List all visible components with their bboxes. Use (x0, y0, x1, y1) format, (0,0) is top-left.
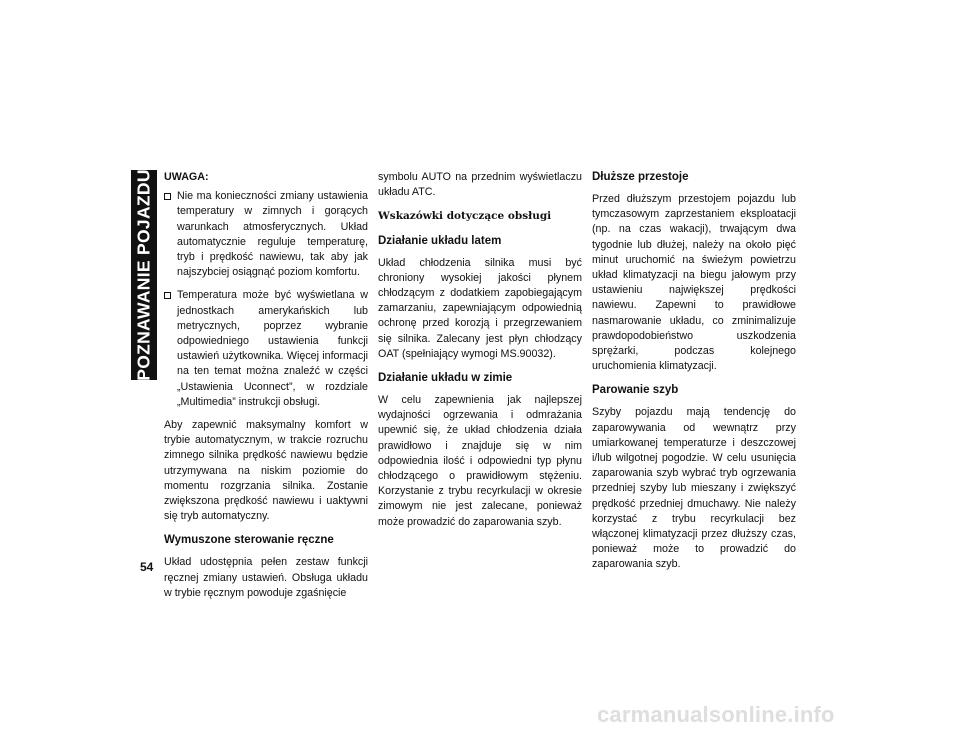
square-bullet-icon (164, 193, 171, 200)
note-label: UWAGA: (164, 171, 209, 183)
watermark: carmanualsonline.info (597, 702, 835, 727)
note-bullet-text: Temperatura może być wyświetlana w jednostkach amerykańskich lub metrycznych, poprzez wybranie odpowiedniego ustawienia funkcji ustawień użytkownika. Więcej informacji na ten temat można znaleźć w części „Ustawienia Uconnect”, w rozdziale „Multimedia” instrukcji obsługi. (177, 289, 368, 408)
column-middle (378, 170, 582, 537)
section-heading: Dłuższe przestoje (592, 171, 689, 183)
paragraph: Szyby pojazdu mają tendencję do zaparowywania od wewnątrz przy umiarkowanej temperaturze i deszczowej i/lub wilgotnej pogodzie. W celu usunięcia zaparowania szyb wybrać tryb ogrzewania przedniej szyby lub mieszany i zwiększyć prędkość przedniej dmuchawy. Nie należy korzystać z trybu recyrkulacji bez włączonej klimatyzacji przez dłuższy czas, ponieważ może to prowadzić do zaparowania szyb. (592, 406, 796, 571)
note-bullet (164, 288, 368, 410)
section-heading: Działanie układu latem (378, 234, 502, 247)
section-heading-tips: Wskazówki dotyczące obsługi (378, 210, 552, 223)
paragraph: Przed dłuższym przestojem pojazdu lub tymczasowym zaprzestaniem eksploatacji (np. na czas wakacji), trwającym dwa tygodnie lub dłużej, należy na około pięć minut uruchomić na świeżym powietrzu układ klimatyzacji na biegu jałowym przy ustawieniu największej prędkości nawiewu. Zapewni to prawidłowe nasmarowanie układu, co zminimalizuje prawdopodobieństwo uszkodzenia sprężarki, podczas kolejnego uruchomienia klimatyzacji. (592, 193, 796, 373)
paragraph: Układ udostępnia pełen zestaw funkcji ręcznej zmiany ustawień. Obsługa układu w trybie ręcznym powoduje zgaśnięcie (164, 556, 368, 599)
paragraph: Aby zapewnić maksymalny komfort w trybie automatycznym, w trakcie rozruchu zimnego silnika prędkość nawiewu będzie utrzymywana na niskim poziomie do momentu rozgrzania silnika. Zostanie zwiększona prędkość nawiewu i uaktywni się tryb automatyczny. (164, 419, 368, 523)
section-side-tab (131, 170, 157, 380)
note-bullet (164, 189, 368, 280)
paragraph: Układ chłodzenia silnika musi być chroniony wysokiej jakości płynem chłodzącym z dodatkiem zapobiegającym zamarzaniu, zapewniającym odpowiednią ochronę przed korozją i przegrzewaniem się silnika. Zalecany jest płyn chłodzący OAT (spełniający wymogi MS.90032). (378, 256, 582, 360)
paragraph: symbolu AUTO na przednim wyświetlaczu układu ATC. (378, 171, 582, 199)
page-number: 54 (140, 560, 154, 574)
column-left (164, 170, 368, 608)
section-title: POZNAWANIE POJAZDU (133, 169, 154, 381)
column-right (592, 170, 796, 580)
note-bullet-text: Nie ma konieczności zmiany ustawienia temperatury w zimnych i gorących warunkach atmosferycznych. Układ automatycznie reguluje temperaturę, tryb i prędkość nawiewu, tak aby jak najszybciej osiągnąć poziom komfortu. (177, 190, 368, 279)
paragraph: W celu zapewnienia jak najlepszej wydajności ogrzewania i odmrażania upewnić się, że układ chłodzenia działa prawidłowo i znajduje się w nim odpowiednia ilość i odpowiedni typ płynu chłodzącego o prawidłowym stężeniu. Korzystanie z trybu recyrkulacji w okresie zimowym nie jest zalecane, ponieważ może prowadzić do zaparowania szyb. (378, 394, 582, 528)
section-heading: Wymuszone sterowanie ręczne (164, 534, 334, 547)
section-heading: Działanie układu w zimie (378, 372, 513, 385)
section-heading: Parowanie szyb (592, 384, 679, 397)
square-bullet-icon (164, 292, 171, 299)
